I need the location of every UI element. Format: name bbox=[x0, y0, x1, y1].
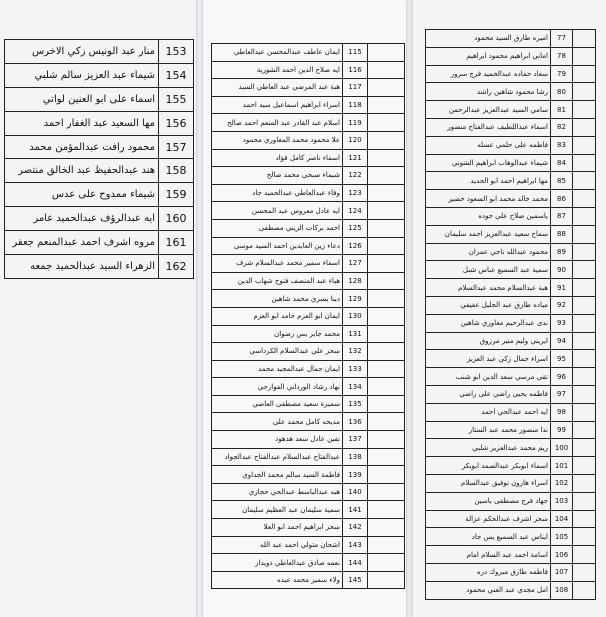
row-number: 118 bbox=[343, 96, 368, 114]
row-number: 144 bbox=[343, 554, 368, 572]
person-name: دعاء زين العابدين احمد السيد موسى bbox=[212, 237, 343, 255]
table-row bbox=[5, 40, 194, 64]
blank-cell bbox=[573, 350, 596, 368]
middle-names-table bbox=[211, 43, 405, 589]
blank-cell bbox=[573, 314, 596, 332]
row-number: 158 bbox=[159, 159, 194, 183]
row-number: 130 bbox=[343, 307, 368, 325]
blank-cell bbox=[573, 154, 596, 172]
table-row bbox=[426, 207, 596, 225]
person-name: هند عبدالحفيظ عبد الخالق منتصر bbox=[5, 159, 159, 183]
person-name: ريم محمد عبدالعزيز شلبي bbox=[426, 439, 551, 457]
blank-cell bbox=[368, 571, 405, 589]
table-row bbox=[426, 510, 596, 528]
person-name: مها السعيد عبد الغفار احمد bbox=[5, 111, 159, 135]
person-name: ياسمين صلاح علي جوده bbox=[426, 207, 551, 225]
person-name: مياده طارق عبد الجليل عفيفي bbox=[426, 296, 551, 314]
table-row bbox=[426, 581, 596, 599]
row-number: 132 bbox=[343, 343, 368, 361]
person-name: جهاد فرج مصطفى ياسين bbox=[426, 492, 551, 510]
person-name: هبه عبدالباسط عبدالحي حجازي bbox=[212, 483, 343, 501]
row-number: 153 bbox=[159, 40, 194, 64]
table-row bbox=[212, 536, 405, 554]
table-row bbox=[426, 118, 596, 136]
blank-cell bbox=[368, 167, 405, 185]
person-name: فاطمه طارق مبروك دره bbox=[426, 563, 551, 581]
row-number: 78 bbox=[551, 47, 573, 65]
person-name: عبدالفتاح عبدالسلام عبدالفتاح عبدالجواد bbox=[212, 448, 343, 466]
blank-cell bbox=[573, 190, 596, 208]
row-number: 92 bbox=[551, 296, 573, 314]
row-number: 127 bbox=[343, 255, 368, 273]
person-name: اميره طارق السيد محمود bbox=[426, 30, 551, 48]
person-name: محمود عبدالله ناجي عمران bbox=[426, 243, 551, 261]
blank-cell bbox=[368, 184, 405, 202]
blank-cell bbox=[368, 272, 405, 290]
person-name: نهاد رشاد الورداني الفوارجي bbox=[212, 378, 343, 396]
row-number: 116 bbox=[343, 61, 368, 79]
left-names-table bbox=[4, 39, 194, 279]
row-number: 80 bbox=[551, 83, 573, 101]
table-row bbox=[212, 466, 405, 484]
row-number: 93 bbox=[551, 314, 573, 332]
person-name: ايناس عبد السميع يس جاد bbox=[426, 528, 551, 546]
table-row bbox=[5, 255, 194, 279]
row-number: 96 bbox=[551, 368, 573, 386]
row-number: 157 bbox=[159, 135, 194, 159]
row-number: 106 bbox=[551, 546, 573, 564]
person-name: اسماء ابوبكر عبدالصمد ابوبكر bbox=[426, 457, 551, 475]
row-number: 97 bbox=[551, 385, 573, 403]
table-row bbox=[426, 243, 596, 261]
table-row bbox=[212, 61, 405, 79]
person-name: شيماء ممدوح على عدس bbox=[5, 183, 159, 207]
blank-cell bbox=[573, 296, 596, 314]
table-row bbox=[5, 87, 194, 111]
row-number: 99 bbox=[551, 421, 573, 439]
table-row bbox=[212, 307, 405, 325]
blank-cell bbox=[573, 474, 596, 492]
table-row bbox=[212, 149, 405, 167]
table-row bbox=[426, 225, 596, 243]
person-name: ايه صلاح الدين احمد الشورية bbox=[212, 61, 343, 79]
page-gap bbox=[196, 0, 203, 617]
table-row bbox=[212, 571, 405, 589]
blank-cell bbox=[573, 136, 596, 154]
blank-cell bbox=[573, 261, 596, 279]
blank-cell bbox=[573, 439, 596, 457]
table-row bbox=[426, 65, 596, 83]
person-name: اسماء عبداللطيف عبدالفتاح منصور bbox=[426, 118, 551, 136]
table-row bbox=[212, 96, 405, 114]
person-name: اسماء سمير محمد عبدالسلام شرف bbox=[212, 255, 343, 273]
person-name: سحر علي عبدالسلام الكرداسي bbox=[212, 343, 343, 361]
table-row bbox=[426, 528, 596, 546]
right-names-table bbox=[425, 29, 596, 600]
row-number: 143 bbox=[343, 536, 368, 554]
person-name: ايريني وليم منير مرزوق bbox=[426, 332, 551, 350]
table-row bbox=[5, 135, 194, 159]
person-name: ايمان عاطف عبدالمحسن عبدالعاطي bbox=[212, 44, 343, 62]
table-row bbox=[212, 395, 405, 413]
person-name: نعمه صادق عبدالعاطي دويدار bbox=[212, 554, 343, 572]
table-row bbox=[212, 255, 405, 273]
row-number: 137 bbox=[343, 431, 368, 449]
person-name: سعاد حماده عبدالحميد فرج سرور bbox=[426, 65, 551, 83]
blank-cell bbox=[368, 378, 405, 396]
blank-cell bbox=[368, 79, 405, 97]
row-number: 81 bbox=[551, 101, 573, 119]
blank-cell bbox=[573, 421, 596, 439]
row-number: 121 bbox=[343, 149, 368, 167]
row-number: 77 bbox=[551, 30, 573, 48]
blank-cell bbox=[573, 65, 596, 83]
table-row bbox=[426, 439, 596, 457]
row-number: 105 bbox=[551, 528, 573, 546]
table-row bbox=[426, 261, 596, 279]
right-paper-sheet bbox=[413, 0, 606, 617]
blank-cell bbox=[368, 149, 405, 167]
table-row bbox=[426, 101, 596, 119]
row-number: 131 bbox=[343, 325, 368, 343]
row-number: 139 bbox=[343, 466, 368, 484]
row-number: 145 bbox=[343, 571, 368, 589]
row-number: 156 bbox=[159, 111, 194, 135]
table-row bbox=[5, 231, 194, 255]
table-row bbox=[426, 332, 596, 350]
person-name: اماني ابراهيم محمود ابراهيم bbox=[426, 47, 551, 65]
blank-cell bbox=[368, 219, 405, 237]
blank-cell bbox=[573, 243, 596, 261]
blank-cell bbox=[368, 96, 405, 114]
table-row bbox=[212, 431, 405, 449]
blank-cell bbox=[573, 279, 596, 297]
table-row bbox=[426, 296, 596, 314]
person-name: سمية سليمان عبد العظيم سليمان bbox=[212, 501, 343, 519]
person-name: الزهراء السيد عبدالحميد جمعه bbox=[5, 255, 159, 279]
table-row bbox=[212, 378, 405, 396]
table-row bbox=[426, 350, 596, 368]
table-row bbox=[426, 368, 596, 386]
table-row bbox=[212, 79, 405, 97]
person-name: فاطمة السيد سالم محمد الجداوي bbox=[212, 466, 343, 484]
table-row bbox=[426, 403, 596, 421]
blank-cell bbox=[573, 332, 596, 350]
row-number: 154 bbox=[159, 63, 194, 87]
blank-cell bbox=[368, 290, 405, 308]
row-number: 136 bbox=[343, 413, 368, 431]
row-number: 87 bbox=[551, 207, 573, 225]
table-row bbox=[5, 183, 194, 207]
person-name: ايه احمد عبدالحي احمد bbox=[426, 403, 551, 421]
person-name: ايه عبدالرؤف عبدالحميد عامر bbox=[5, 207, 159, 231]
blank-cell bbox=[573, 30, 596, 48]
row-number: 122 bbox=[343, 167, 368, 185]
table-row bbox=[426, 314, 596, 332]
blank-cell bbox=[368, 431, 405, 449]
row-number: 88 bbox=[551, 225, 573, 243]
blank-cell bbox=[573, 546, 596, 564]
blank-cell bbox=[573, 83, 596, 101]
blank-cell bbox=[573, 385, 596, 403]
table-row bbox=[212, 413, 405, 431]
row-number: 129 bbox=[343, 290, 368, 308]
person-name: هباء عبد المنصف فتوح شهاب الدين bbox=[212, 272, 343, 290]
row-number: 94 bbox=[551, 332, 573, 350]
row-number: 86 bbox=[551, 190, 573, 208]
blank-cell bbox=[368, 237, 405, 255]
table-row bbox=[212, 202, 405, 220]
blank-cell bbox=[573, 172, 596, 190]
person-name: امل مجدي عبد الغني محمود bbox=[426, 581, 551, 599]
row-number: 120 bbox=[343, 131, 368, 149]
table-row bbox=[426, 47, 596, 65]
person-name: اسماء ناصر كامل فؤاد bbox=[212, 149, 343, 167]
person-name: اسماء على ابو العنين لواتي bbox=[5, 87, 159, 111]
row-number: 134 bbox=[343, 378, 368, 396]
person-name: شيماء عبد العزيز سالم شلبي bbox=[5, 63, 159, 87]
table-row bbox=[426, 30, 596, 48]
blank-cell bbox=[573, 207, 596, 225]
person-name: مروه اشرف احمد عبدالمنعم جعفر bbox=[5, 231, 159, 255]
table-row bbox=[212, 44, 405, 62]
person-name: هبة عبدالسلام محمد عبدالسلام bbox=[426, 279, 551, 297]
person-name: سحر ابراهيم احمد ابو العلا bbox=[212, 519, 343, 537]
blank-cell bbox=[368, 395, 405, 413]
person-name: وفاء عبدالعاطي عبدالحميد جاد bbox=[212, 184, 343, 202]
person-name: ولاء سمير محمد عبده bbox=[212, 571, 343, 589]
row-number: 119 bbox=[343, 114, 368, 132]
blank-cell bbox=[368, 202, 405, 220]
person-name: فاطمه على حلمي عسله bbox=[426, 136, 551, 154]
person-name: اسراء جمال زكي عبد العزيز bbox=[426, 350, 551, 368]
table-row bbox=[212, 360, 405, 378]
table-row bbox=[426, 421, 596, 439]
row-number: 90 bbox=[551, 261, 573, 279]
table-row bbox=[212, 448, 405, 466]
person-name: ندى عبدالرحيم مغاوري شاهين bbox=[426, 314, 551, 332]
person-name: رشا محمود شاهين راشد bbox=[426, 83, 551, 101]
table-row bbox=[426, 385, 596, 403]
person-name: ايمان ابو العزم حامد ابو العزم bbox=[212, 307, 343, 325]
row-number: 100 bbox=[551, 439, 573, 457]
blank-cell bbox=[368, 343, 405, 361]
blank-cell bbox=[573, 403, 596, 421]
table-row bbox=[212, 114, 405, 132]
row-number: 89 bbox=[551, 243, 573, 261]
blank-cell bbox=[368, 360, 405, 378]
blank-cell bbox=[368, 501, 405, 519]
row-number: 108 bbox=[551, 581, 573, 599]
table-row bbox=[5, 63, 194, 87]
middle-paper-sheet bbox=[203, 0, 406, 617]
blank-cell bbox=[368, 131, 405, 149]
table-row bbox=[5, 111, 194, 135]
blank-cell bbox=[573, 118, 596, 136]
table-row bbox=[212, 219, 405, 237]
row-number: 95 bbox=[551, 350, 573, 368]
table-row bbox=[426, 190, 596, 208]
table-row bbox=[212, 272, 405, 290]
blank-cell bbox=[368, 554, 405, 572]
left-paper-sheet bbox=[0, 0, 196, 617]
blank-cell bbox=[573, 563, 596, 581]
row-number: 83 bbox=[551, 136, 573, 154]
person-name: ايمان جمال عبدالمجيد محمد bbox=[212, 360, 343, 378]
row-number: 91 bbox=[551, 279, 573, 297]
row-number: 104 bbox=[551, 510, 573, 528]
blank-cell bbox=[368, 448, 405, 466]
row-number: 161 bbox=[159, 231, 194, 255]
table-row bbox=[426, 136, 596, 154]
table-row bbox=[212, 325, 405, 343]
row-number: 141 bbox=[343, 501, 368, 519]
blank-cell bbox=[573, 457, 596, 475]
row-number: 138 bbox=[343, 448, 368, 466]
blank-cell bbox=[573, 225, 596, 243]
table-row bbox=[212, 501, 405, 519]
table-row bbox=[5, 159, 194, 183]
table-row bbox=[426, 546, 596, 564]
table-row bbox=[212, 483, 405, 501]
table-row bbox=[212, 167, 405, 185]
blank-cell bbox=[368, 307, 405, 325]
row-number: 140 bbox=[343, 483, 368, 501]
table-row bbox=[5, 207, 194, 231]
person-name: مها ابراهيم احمد ابو الحديد bbox=[426, 172, 551, 190]
person-name: هبة عبد المرضي عبد العاطي السيد bbox=[212, 79, 343, 97]
row-number: 124 bbox=[343, 202, 368, 220]
row-number: 159 bbox=[159, 183, 194, 207]
table-row bbox=[426, 474, 596, 492]
row-number: 107 bbox=[551, 563, 573, 581]
row-number: 98 bbox=[551, 403, 573, 421]
table-row bbox=[212, 290, 405, 308]
blank-cell bbox=[573, 101, 596, 119]
person-name: شيماء عبدالوهاب ابراهيم الشوني bbox=[426, 154, 551, 172]
table-row bbox=[212, 519, 405, 537]
blank-cell bbox=[573, 581, 596, 599]
table-row bbox=[426, 279, 596, 297]
person-name: اشجان متولي احمد عبد الله bbox=[212, 536, 343, 554]
row-number: 117 bbox=[343, 79, 368, 97]
person-name: منار عبد الونيس زكي الاخرس bbox=[5, 40, 159, 64]
table-row bbox=[426, 83, 596, 101]
blank-cell bbox=[573, 368, 596, 386]
blank-cell bbox=[573, 528, 596, 546]
blank-cell bbox=[573, 510, 596, 528]
page-gap bbox=[406, 0, 413, 617]
row-number: 128 bbox=[343, 272, 368, 290]
row-number: 155 bbox=[159, 87, 194, 111]
person-name: ايه عادل معروس عبد المحسن bbox=[212, 202, 343, 220]
person-name: محمد جابر بس رضوان bbox=[212, 325, 343, 343]
table-row bbox=[212, 237, 405, 255]
row-number: 102 bbox=[551, 474, 573, 492]
person-name: سميرة سعيد مصطفى العاصي bbox=[212, 395, 343, 413]
person-name: اسامة احمد عبد السلام امام bbox=[426, 546, 551, 564]
person-name: تقى مرسي سعد الدين ابو شنب bbox=[426, 368, 551, 386]
blank-cell bbox=[368, 536, 405, 554]
blank-cell bbox=[368, 114, 405, 132]
table-row bbox=[426, 457, 596, 475]
blank-cell bbox=[368, 466, 405, 484]
person-name: مديحه كامل محمد على bbox=[212, 413, 343, 431]
person-name: شيماء صبحي محمد صالح bbox=[212, 167, 343, 185]
row-number: 84 bbox=[551, 154, 573, 172]
blank-cell bbox=[368, 61, 405, 79]
row-number: 160 bbox=[159, 207, 194, 231]
table-row bbox=[212, 554, 405, 572]
row-number: 142 bbox=[343, 519, 368, 537]
row-number: 135 bbox=[343, 395, 368, 413]
blank-cell bbox=[368, 255, 405, 273]
row-number: 123 bbox=[343, 184, 368, 202]
person-name: دينا يسري محمد شاهين bbox=[212, 290, 343, 308]
person-name: محمد خالد محمد ابو السعود خضير bbox=[426, 190, 551, 208]
row-number: 162 bbox=[159, 255, 194, 279]
person-name: فاطمه يحيى راضي على راضي bbox=[426, 385, 551, 403]
table-row bbox=[426, 154, 596, 172]
person-name: محمود رافت عبدالمؤمن محمد bbox=[5, 135, 159, 159]
table-row bbox=[426, 492, 596, 510]
blank-cell bbox=[368, 44, 405, 62]
table-row bbox=[426, 563, 596, 581]
row-number: 85 bbox=[551, 172, 573, 190]
person-name: اسلام عبد القادر عبد المنعم احمد صالح bbox=[212, 114, 343, 132]
person-name: سمية عبد السميع عباس شبل bbox=[426, 261, 551, 279]
person-name: سماح سعيد عبدالعزيز احمد سليمان bbox=[426, 225, 551, 243]
person-name: احمد بركات الزيني مصطفى bbox=[212, 219, 343, 237]
blank-cell bbox=[368, 325, 405, 343]
table-row bbox=[212, 343, 405, 361]
person-name: سامي السيد عبدالعزيز عبدالرحمن bbox=[426, 101, 551, 119]
blank-cell bbox=[368, 483, 405, 501]
blank-cell bbox=[573, 492, 596, 510]
table-row bbox=[212, 184, 405, 202]
row-number: 133 bbox=[343, 360, 368, 378]
row-number: 103 bbox=[551, 492, 573, 510]
row-number: 82 bbox=[551, 118, 573, 136]
person-name: علا محمود محمد المغاوري محمود bbox=[212, 131, 343, 149]
person-name: اسراء هارون توفيق عبدالسلام bbox=[426, 474, 551, 492]
table-row bbox=[426, 172, 596, 190]
blank-cell bbox=[573, 47, 596, 65]
person-name: ندا منصور محمد عبد الستار bbox=[426, 421, 551, 439]
row-number: 126 bbox=[343, 237, 368, 255]
row-number: 101 bbox=[551, 457, 573, 475]
blank-cell bbox=[368, 519, 405, 537]
person-name: نفين عادل سعد هدهود bbox=[212, 431, 343, 449]
table-row bbox=[212, 131, 405, 149]
row-number: 79 bbox=[551, 65, 573, 83]
person-name: سحر اشرف عبدالحكم عزالة bbox=[426, 510, 551, 528]
blank-cell bbox=[368, 413, 405, 431]
person-name: اسراء ابراهيم اسماعيل سيد احمد bbox=[212, 96, 343, 114]
row-number: 125 bbox=[343, 219, 368, 237]
row-number: 115 bbox=[343, 44, 368, 62]
